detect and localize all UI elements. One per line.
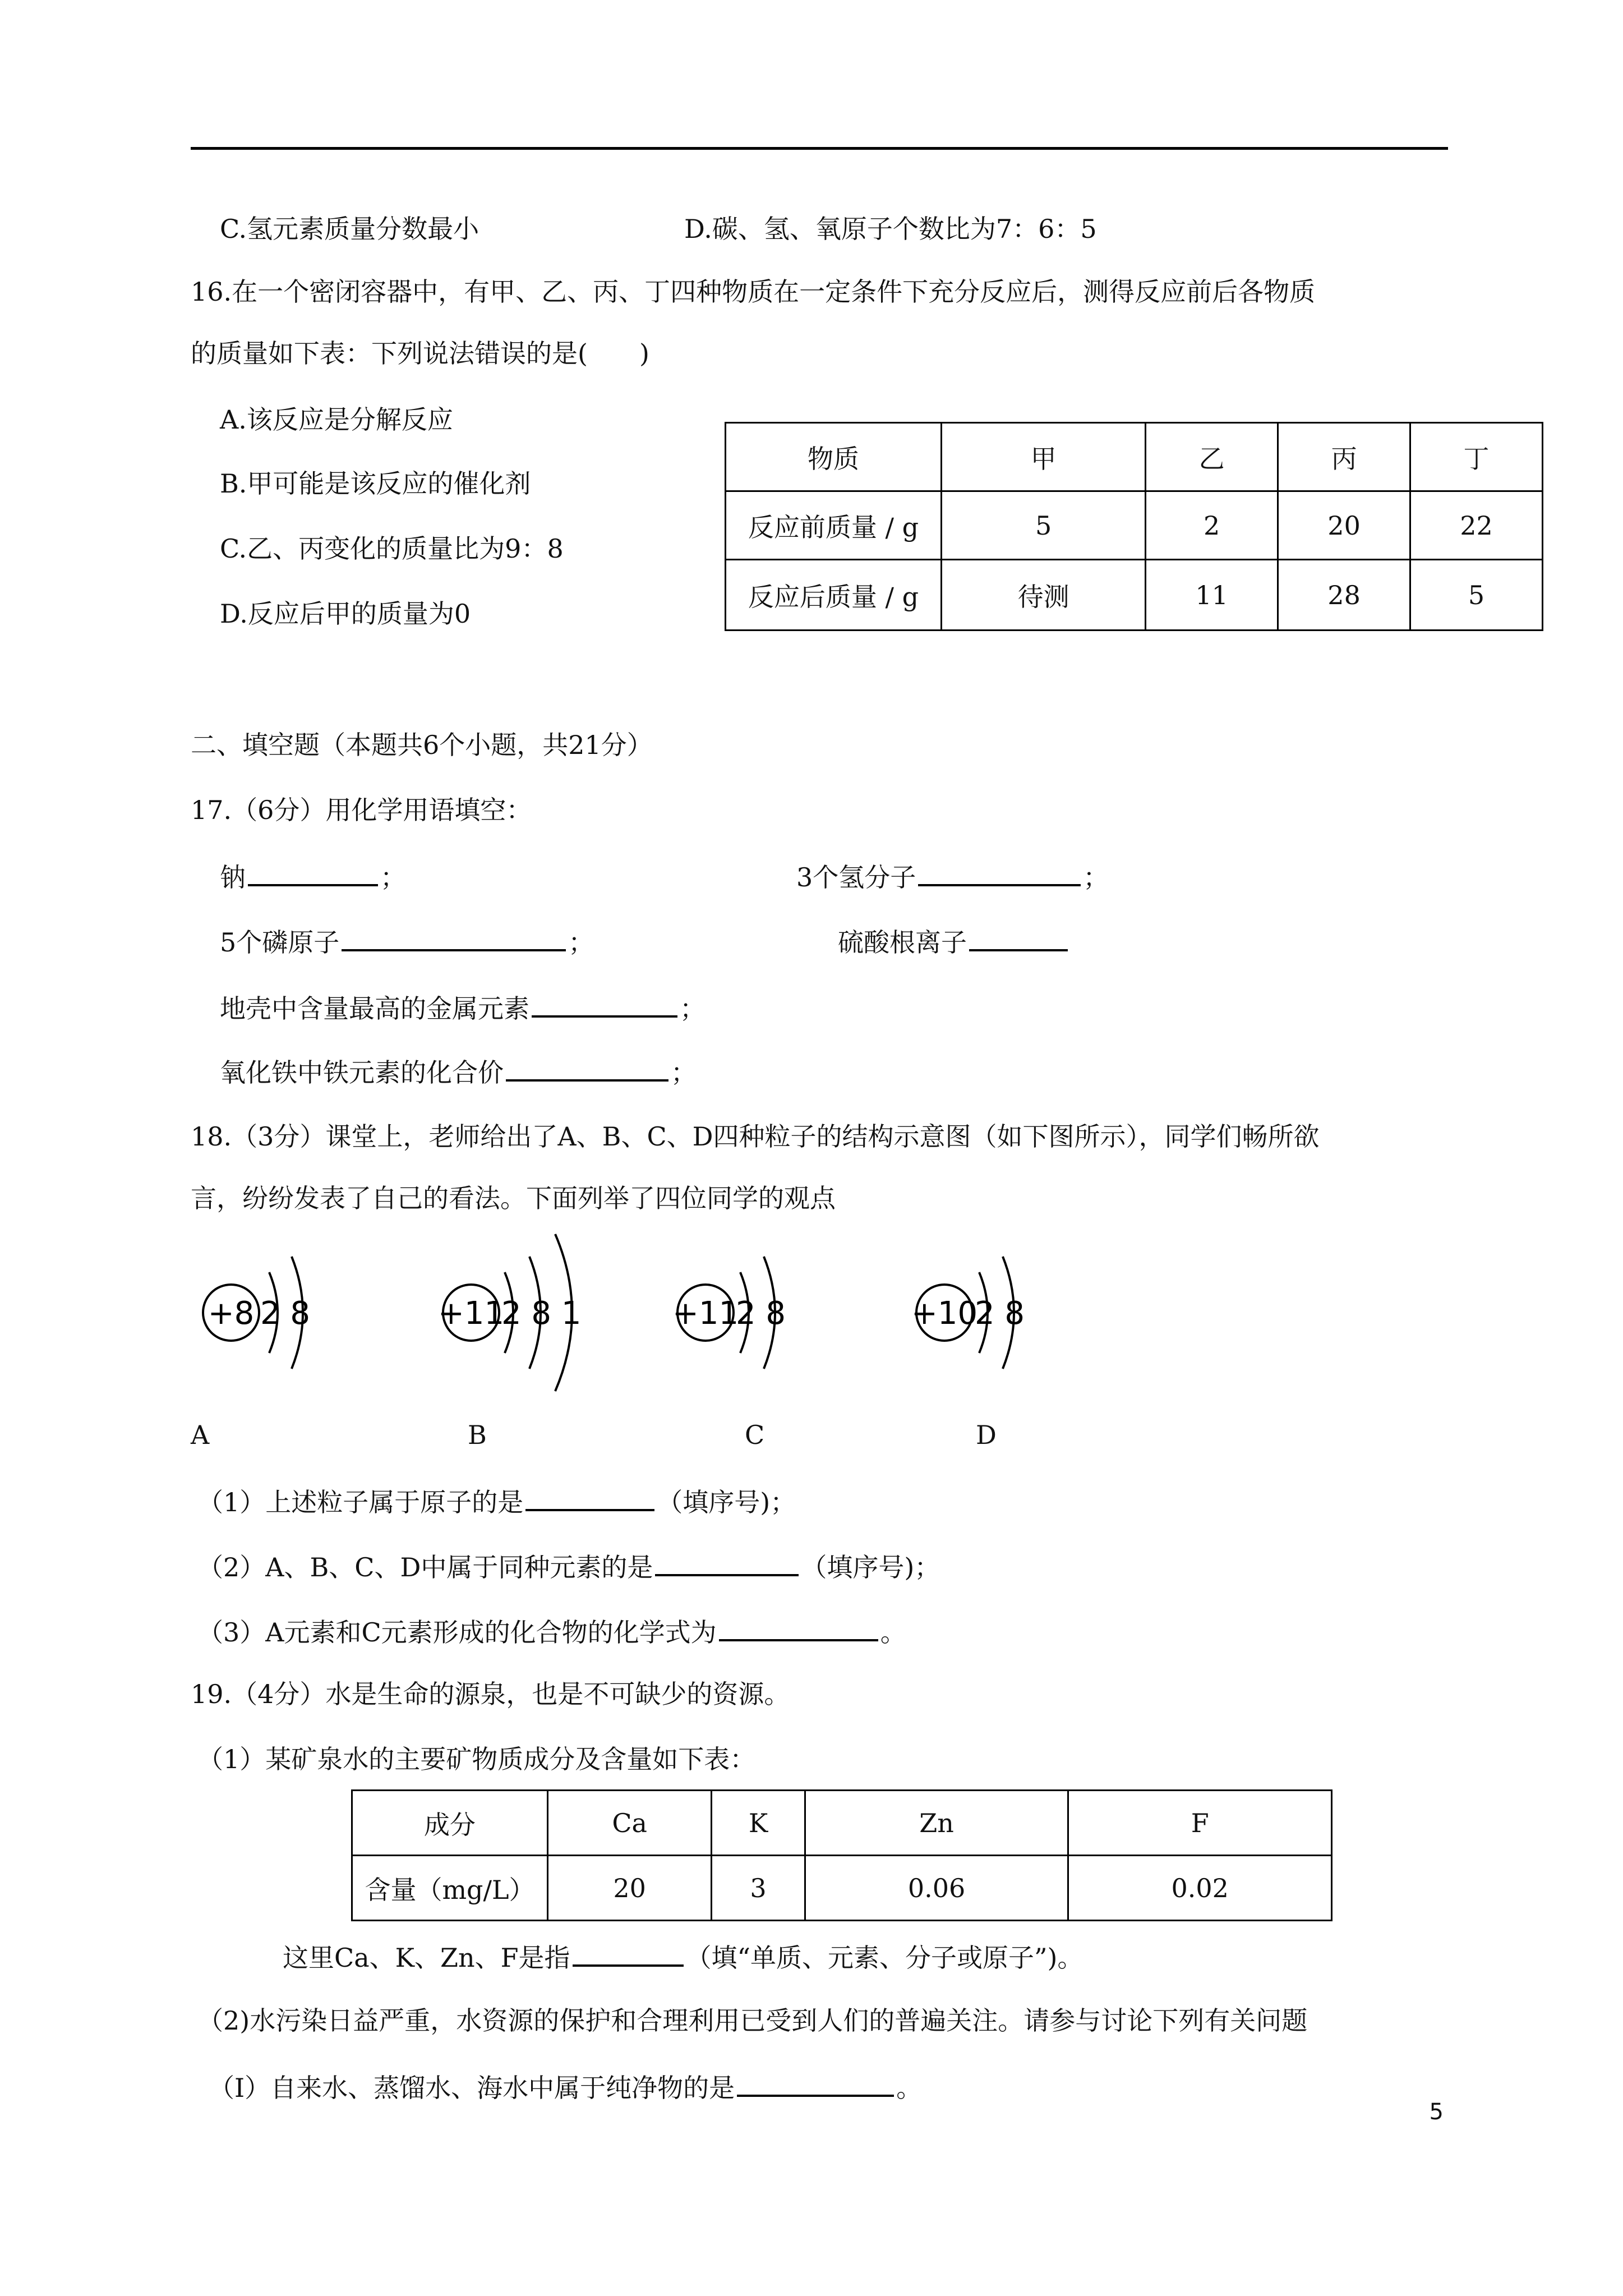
q16-row-after-label: 反应后质量 / g — [726, 560, 942, 631]
q19-sub1: （1）某矿泉水的主要矿物质成分及含量如下表： — [197, 1744, 756, 1774]
q17-phosphorus-atoms: 5个磷原子 ； — [220, 923, 594, 959]
q19-cell: 0.06 — [805, 1856, 1068, 1921]
q16-header-yi: 乙 — [1146, 423, 1278, 491]
atom-d-label: D — [976, 1420, 997, 1450]
q16-row-before-label: 反应前质量 / g — [726, 491, 942, 560]
q16-cell: 28 — [1278, 560, 1410, 631]
q18-sub2: （2）A、B、C、D中属于同种元素的是 （填序号)； — [197, 1548, 940, 1584]
atom-structure-diagrams — [191, 1223, 1144, 1414]
q17-iron-valence: 氧化铁中铁元素的化合价 ； — [220, 1053, 697, 1089]
q16-cell: 5 — [942, 491, 1146, 560]
atom-b-label: B — [468, 1420, 487, 1450]
q16-option-a: A.该反应是分解反应 — [220, 404, 453, 435]
q17-sodium: 钠 ； — [220, 858, 406, 894]
q19-header-ca: Ca — [548, 1791, 712, 1856]
q15-option-d: D.碳、氢、氧原子个数比为7：6：5 — [684, 214, 1097, 244]
atom-a-shells: 2 8 — [260, 1295, 311, 1332]
q16-cell: 11 — [1146, 560, 1278, 631]
q18-line2: 言，纷纷发表了自己的看法。下面列举了四位同学的观点 — [191, 1183, 836, 1213]
atom-d-nucleus: +10 — [911, 1295, 978, 1332]
q19-cell: 3 — [712, 1856, 805, 1921]
atom-c-label: C — [745, 1420, 765, 1450]
header-rule — [191, 147, 1448, 150]
q18-sub1: （1）上述粒子属于原子的是 （填序号)； — [197, 1483, 796, 1519]
q19-cell: 20 — [548, 1856, 712, 1921]
q16-cell: 20 — [1278, 491, 1410, 560]
q19-cell: 0.02 — [1068, 1856, 1332, 1921]
q16-header-jia: 甲 — [942, 423, 1146, 491]
q17-title: 17.（6分）用化学用语填空： — [191, 795, 532, 825]
q17-hydrogen-molecules: 3个氢分子 ； — [796, 858, 1109, 894]
q16-option-d: D.反应后甲的质量为0 — [220, 599, 471, 629]
q16-table — [725, 422, 1543, 631]
q19-title: 19.（4分）水是生命的源泉，也是不可缺少的资源。 — [191, 1679, 790, 1709]
q19-row-content-label: 含量（mg/L） — [352, 1856, 548, 1921]
q16-stem-line1: 16.在一个密闭容器中，有甲、乙、丙、丁四种物质在一定条件下充分反应后，测得反应前后各物质 — [191, 277, 1316, 307]
q16-header-bing: 丙 — [1278, 423, 1410, 491]
q16-header-substance: 物质 — [726, 423, 942, 491]
atom-a-nucleus: +8 — [208, 1295, 255, 1332]
q16-stem-line2: 的质量如下表：下列说法错误的是( ) — [191, 338, 649, 369]
q16-header-ding: 丁 — [1410, 423, 1543, 491]
q19-header-component: 成分 — [352, 1791, 548, 1856]
q19-sub2: （2)水污染日益严重，水资源的保护和合理利用已受到人们的普遍关注。请参与讨论下列有关问题 — [197, 2005, 1308, 2036]
atom-b-nucleus: +11 — [437, 1295, 505, 1332]
q19-header-zn: Zn — [805, 1791, 1068, 1856]
q18-line1: 18.（3分）课堂上，老师给出了A、B、C、D四种粒子的结构示意图（如下图所示），同学们畅所欲 — [191, 1121, 1320, 1152]
atom-c-shells: 2 8 — [736, 1295, 786, 1332]
q19-sub2-i: （Ⅰ）自来水、蒸馏水、海水中属于纯净物的是 。 — [209, 2069, 922, 2105]
q17-crust-metal: 地壳中含量最高的金属元素 ； — [220, 990, 706, 1025]
q16-option-b: B.甲可能是该反应的催化剂 — [220, 468, 531, 499]
q16-cell: 5 — [1410, 560, 1543, 631]
q19-note: 这里Ca、K、Zn、F是指 （填“单质、元素、分子或原子”)。 — [283, 1939, 1083, 1975]
q16-cell: 2 — [1146, 491, 1278, 560]
q16-cell: 待测 — [942, 560, 1146, 631]
section-title: 二、填空题（本题共6个小题，共21分） — [191, 730, 653, 760]
q19-header-f: F — [1068, 1791, 1332, 1856]
q17-sulfate-ion: 硫酸根离子 — [838, 923, 1070, 959]
q16-cell: 22 — [1410, 491, 1543, 560]
q16-option-c: C.乙、丙变化的质量比为9：8 — [220, 533, 564, 564]
q19-mineral-table — [351, 1789, 1332, 1921]
page-number: 5 — [1429, 2099, 1444, 2125]
q19-header-k: K — [712, 1791, 805, 1856]
q15-option-c: C.氢元素质量分数最小 — [220, 214, 479, 244]
atom-c-nucleus: +11 — [672, 1295, 739, 1332]
q18-sub3: （3）A元素和C元素形成的化合物的化学式为 。 — [197, 1613, 906, 1649]
atom-a-label: A — [191, 1420, 210, 1450]
atom-d-shells: 2 8 — [975, 1295, 1025, 1332]
atom-b-shells: 2 8 1 — [501, 1295, 582, 1332]
